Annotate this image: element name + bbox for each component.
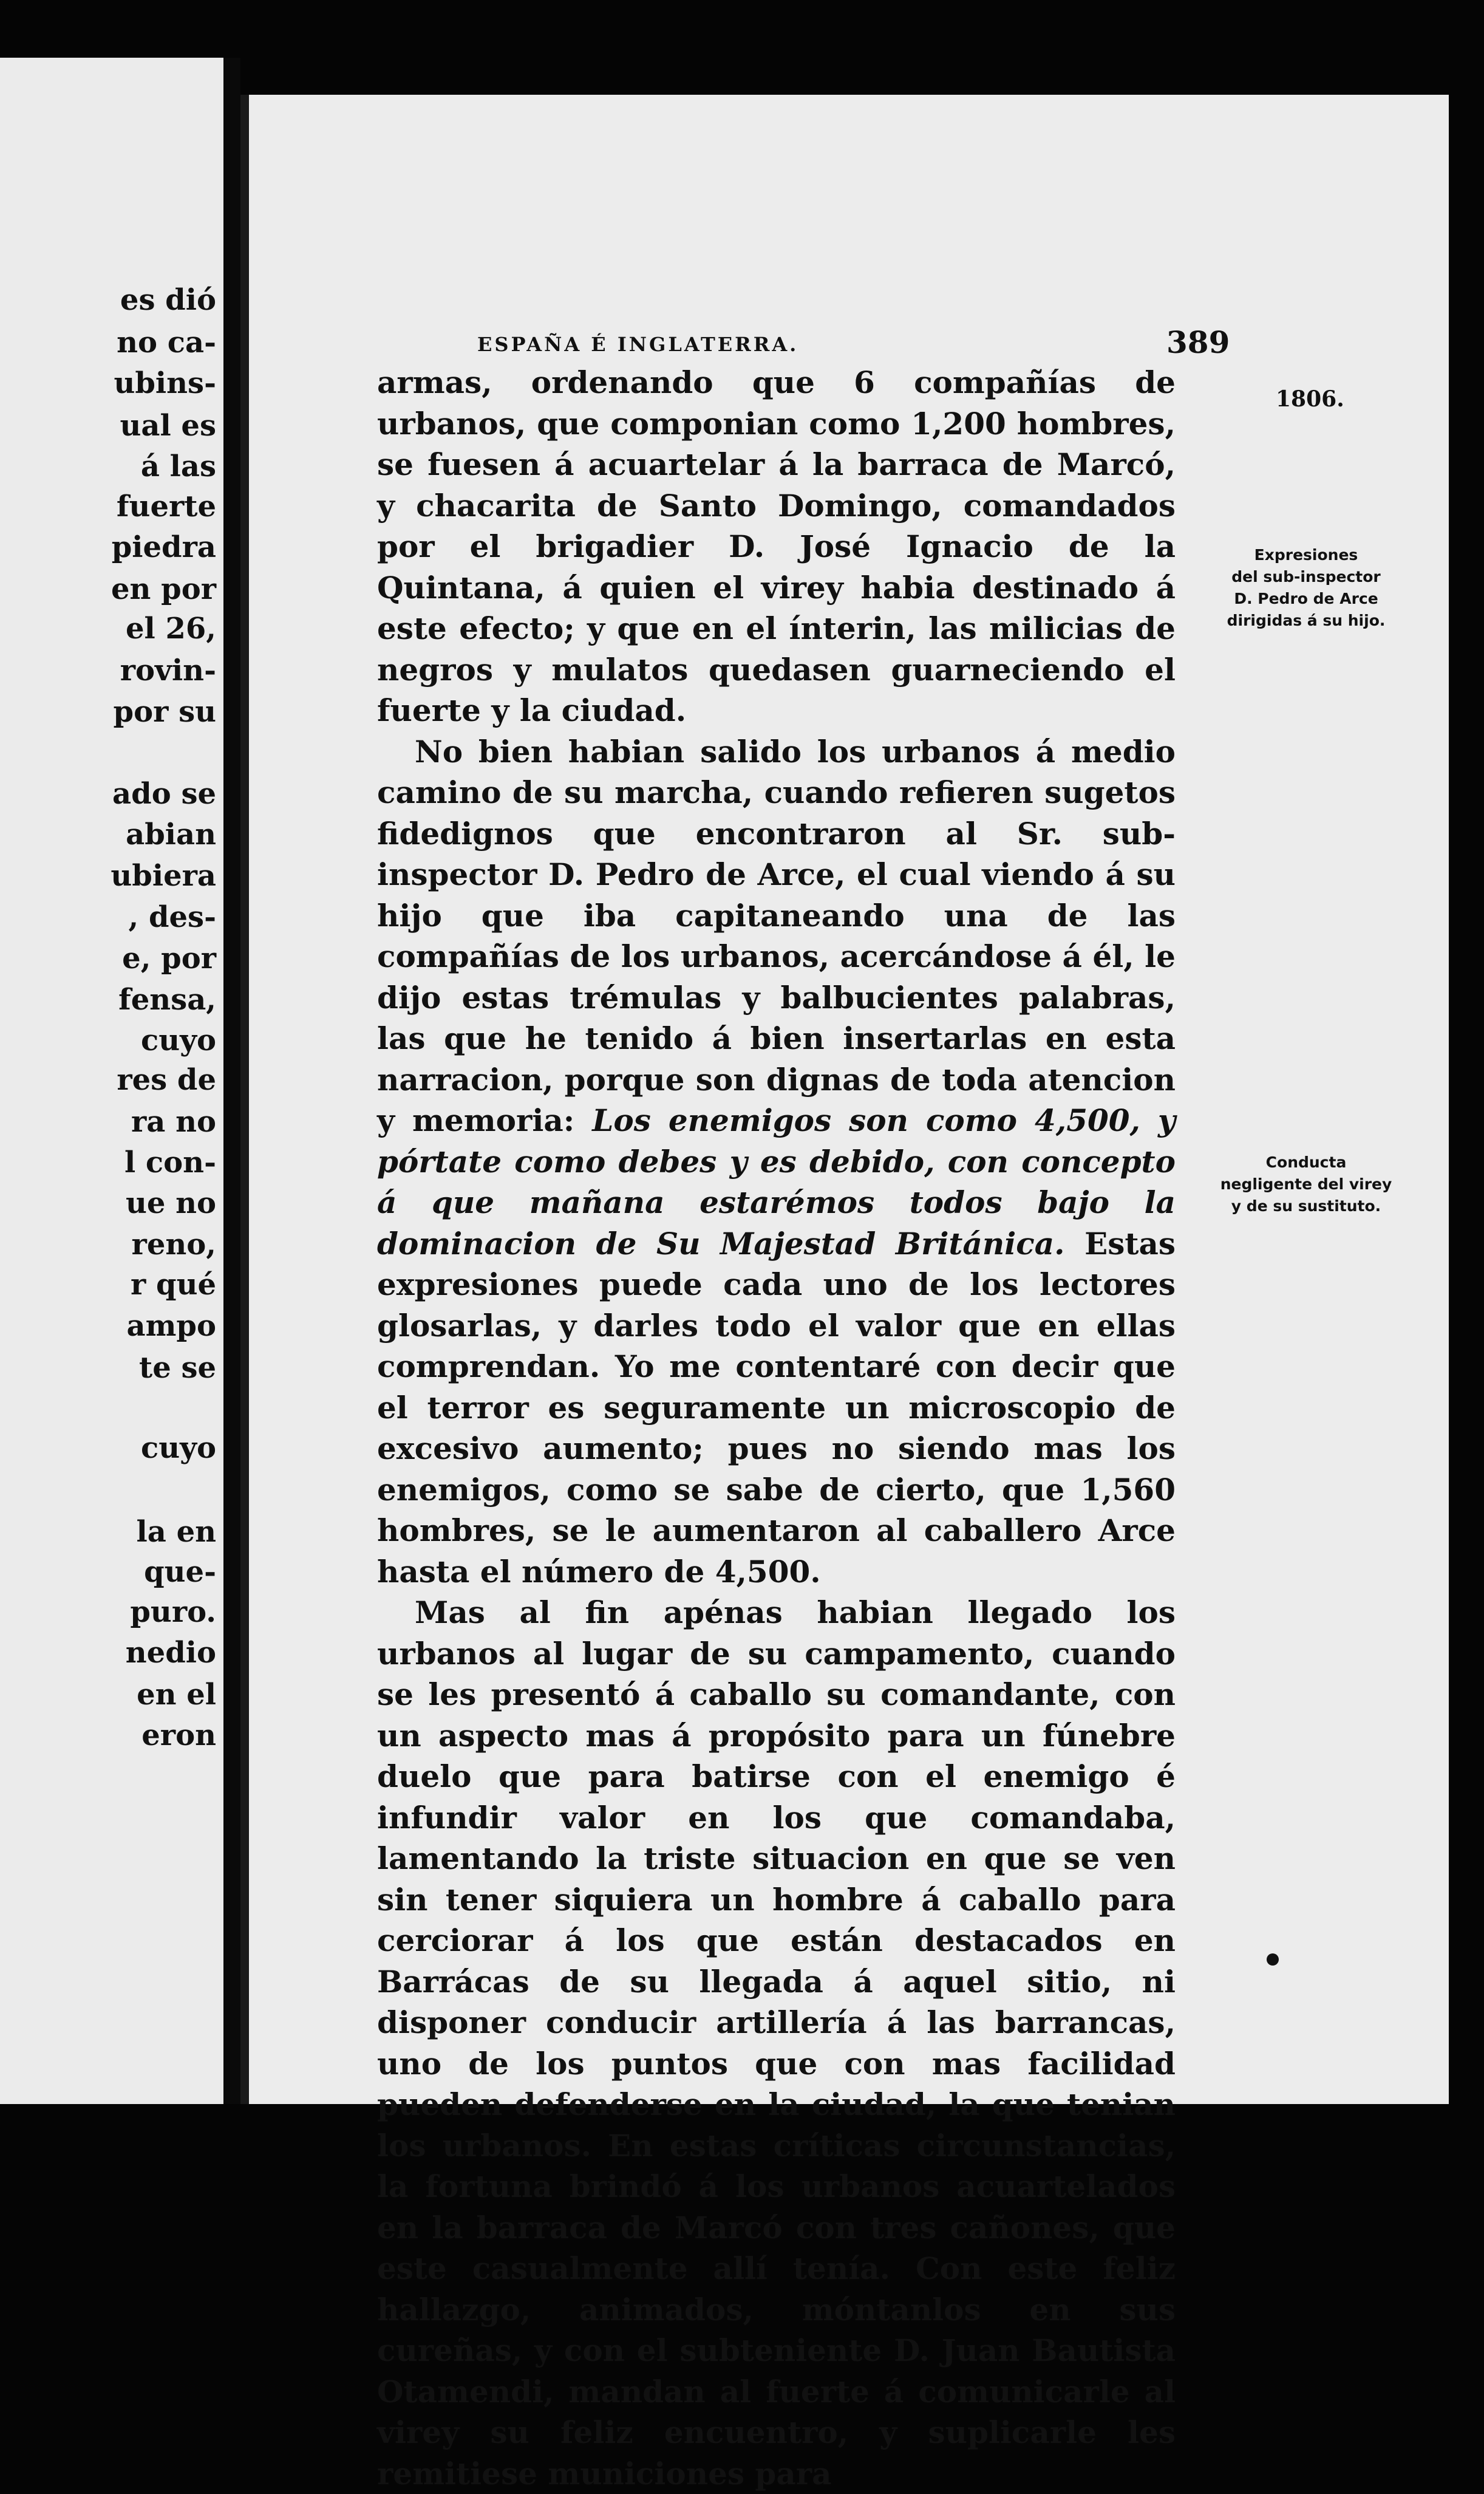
margin-note-conducta: [1215, 1152, 1397, 1217]
margin-note-arce: [1215, 544, 1397, 632]
margin-note-line: Expresiones: [1254, 546, 1358, 564]
book-gutter: [223, 58, 240, 2104]
previous-page-line: abian: [126, 818, 216, 852]
paragraph-1: armas, ordenando que 6 compañías de urbanos, que componian como 1,200 hombres, se fuesen á acuartelar á la barraca de Marcó, y chacarita de Santo Domingo, comandados por el brigadier D. José Ignacio de la Quintana, á quien el virey habia destinado á este efecto; y que en el ínterin, las milicias de negros y mulatos quedasen guarneciendo el fuerte y la ciudad.: [377, 364, 1176, 728]
previous-page-line: á las: [140, 449, 216, 483]
previous-page-line: es dió: [120, 283, 216, 317]
paragraph-2-start: No bien habian salido los urbanos á medio camino de su marcha, cuando refieren sugetos fidedignos que encontraron al Sr. sub-inspector D. Pedro de Arce, el cual viendo á su hijo que iba capitaneando una de las compañías de los urbanos, acercándose á él, le dijo estas trémulas y balbucientes palabras, las que he tenido á bien insertarlas en esta narracion, porque son dignas de toda atencion y memoria:: [377, 733, 1176, 1138]
previous-page-line: por su: [113, 695, 216, 729]
previous-page-line: e, por: [122, 941, 216, 975]
previous-page-line: cuyo: [140, 1023, 216, 1057]
paragraph-2-end: Estas expresiones puede cada uno de los lectores glosarlas, y darles todo el valor que en ellas comprendan. Yo me contentaré con decir que el terror es seguramente un microscopio de excesivo aumento; pues no siendo mas los enemigos, como se sabe de cierto, que 1,560 hombres, se le aumentaron al caballero Arce hasta el número de 4,500.: [377, 1225, 1176, 1590]
paragraph-3: Mas al fin apénas habian llegado los urbanos al lugar de su campamento, cuando se les presentó á caballo su comandante, con un aspecto mas á propósito para un fúnebre duelo que para batirse con el enemigo é infundir valor en los que comandaba, lamentando la triste situacion en que se ven sin tener siquiera un hombre á caballo para cerciorar á los que están destacados en Barrácas de su llegada á aquel sitio, ni disponer conducir artillería á las barrancas, uno de los puntos que con mas facilidad pueden defenderse en la ciudad, la que tenian los urbanos. En estas críticas circunstancias, la fortuna brindó á los urbanos acuartelados en la barraca de Marcó con tres cañones, que este casualmente allí tenía. Con este feliz hallazgo, animados, móntanlos en sus cureñas, y con el subteniente D. Juan Bautista Otamendi, mandan al fuerte á comunicarle al virey su feliz encuentro, y suplicarle les remitiese municiones para: [377, 1594, 1176, 2492]
previous-page-line: en por: [111, 572, 216, 606]
previous-page-line: l con-: [124, 1146, 216, 1180]
previous-page-line: ual es: [120, 409, 216, 443]
previous-page-line: res de: [117, 1063, 216, 1097]
page-edge: [240, 95, 249, 2104]
previous-page-line: , des-: [128, 900, 216, 934]
previous-page-line: ampo: [126, 1309, 216, 1343]
body-text: [377, 362, 1176, 2494]
paragraph-2: [377, 731, 1176, 1593]
previous-page-line: ado se: [112, 777, 216, 811]
previous-page-line: ra no: [131, 1105, 216, 1139]
margin-note-line: del sub-inspector: [1231, 568, 1381, 586]
previous-page-line: que-: [144, 1555, 216, 1589]
previous-page-line: puro.: [130, 1595, 216, 1629]
previous-page-line: la en: [136, 1515, 216, 1549]
quoted-speech: Los enemigos son como 4,500, y pórtate como debes y es debido, con concepto á que mañana estarémos todos bajo la dominacion de Su Majestad Británica.: [377, 1102, 1176, 1262]
previous-page-line: rovin-: [120, 654, 216, 688]
margin-note-line: y de su sustituto.: [1231, 1197, 1381, 1215]
book-page: [240, 95, 1449, 2492]
previous-page-line: ue no: [125, 1186, 216, 1220]
margin-year: 1806.: [1276, 386, 1344, 412]
previous-page-line: en el: [137, 1678, 216, 1712]
ink-spot: [1267, 1953, 1279, 1966]
running-head: ESPAÑA É INGLATERRA.: [477, 333, 799, 356]
previous-page-line: fensa,: [118, 983, 216, 1017]
previous-page-line: r qué: [131, 1268, 216, 1302]
previous-page-line: ubiera: [111, 859, 216, 893]
previous-page-line: fuerte: [116, 490, 216, 524]
margin-note-line: dirigidas á su hijo.: [1227, 612, 1386, 629]
previous-page-line: el 26,: [126, 612, 216, 646]
page-number: 389: [1166, 324, 1230, 360]
previous-page-line: eron: [141, 1718, 216, 1752]
margin-note-line: Conducta: [1265, 1153, 1347, 1171]
previous-page-line: no ca-: [117, 326, 216, 360]
previous-page-line: cuyo: [140, 1431, 216, 1465]
previous-page: [0, 58, 223, 2104]
previous-page-line: piedra: [111, 530, 216, 564]
previous-page-line: ubins-: [114, 366, 216, 400]
margin-note-line: negligente del virey: [1220, 1175, 1392, 1193]
margin-note-line: D. Pedro de Arce: [1234, 590, 1378, 607]
previous-page-line: reno,: [131, 1228, 216, 1262]
previous-page-line: te se: [139, 1351, 216, 1385]
previous-page-line: nedio: [125, 1636, 216, 1670]
